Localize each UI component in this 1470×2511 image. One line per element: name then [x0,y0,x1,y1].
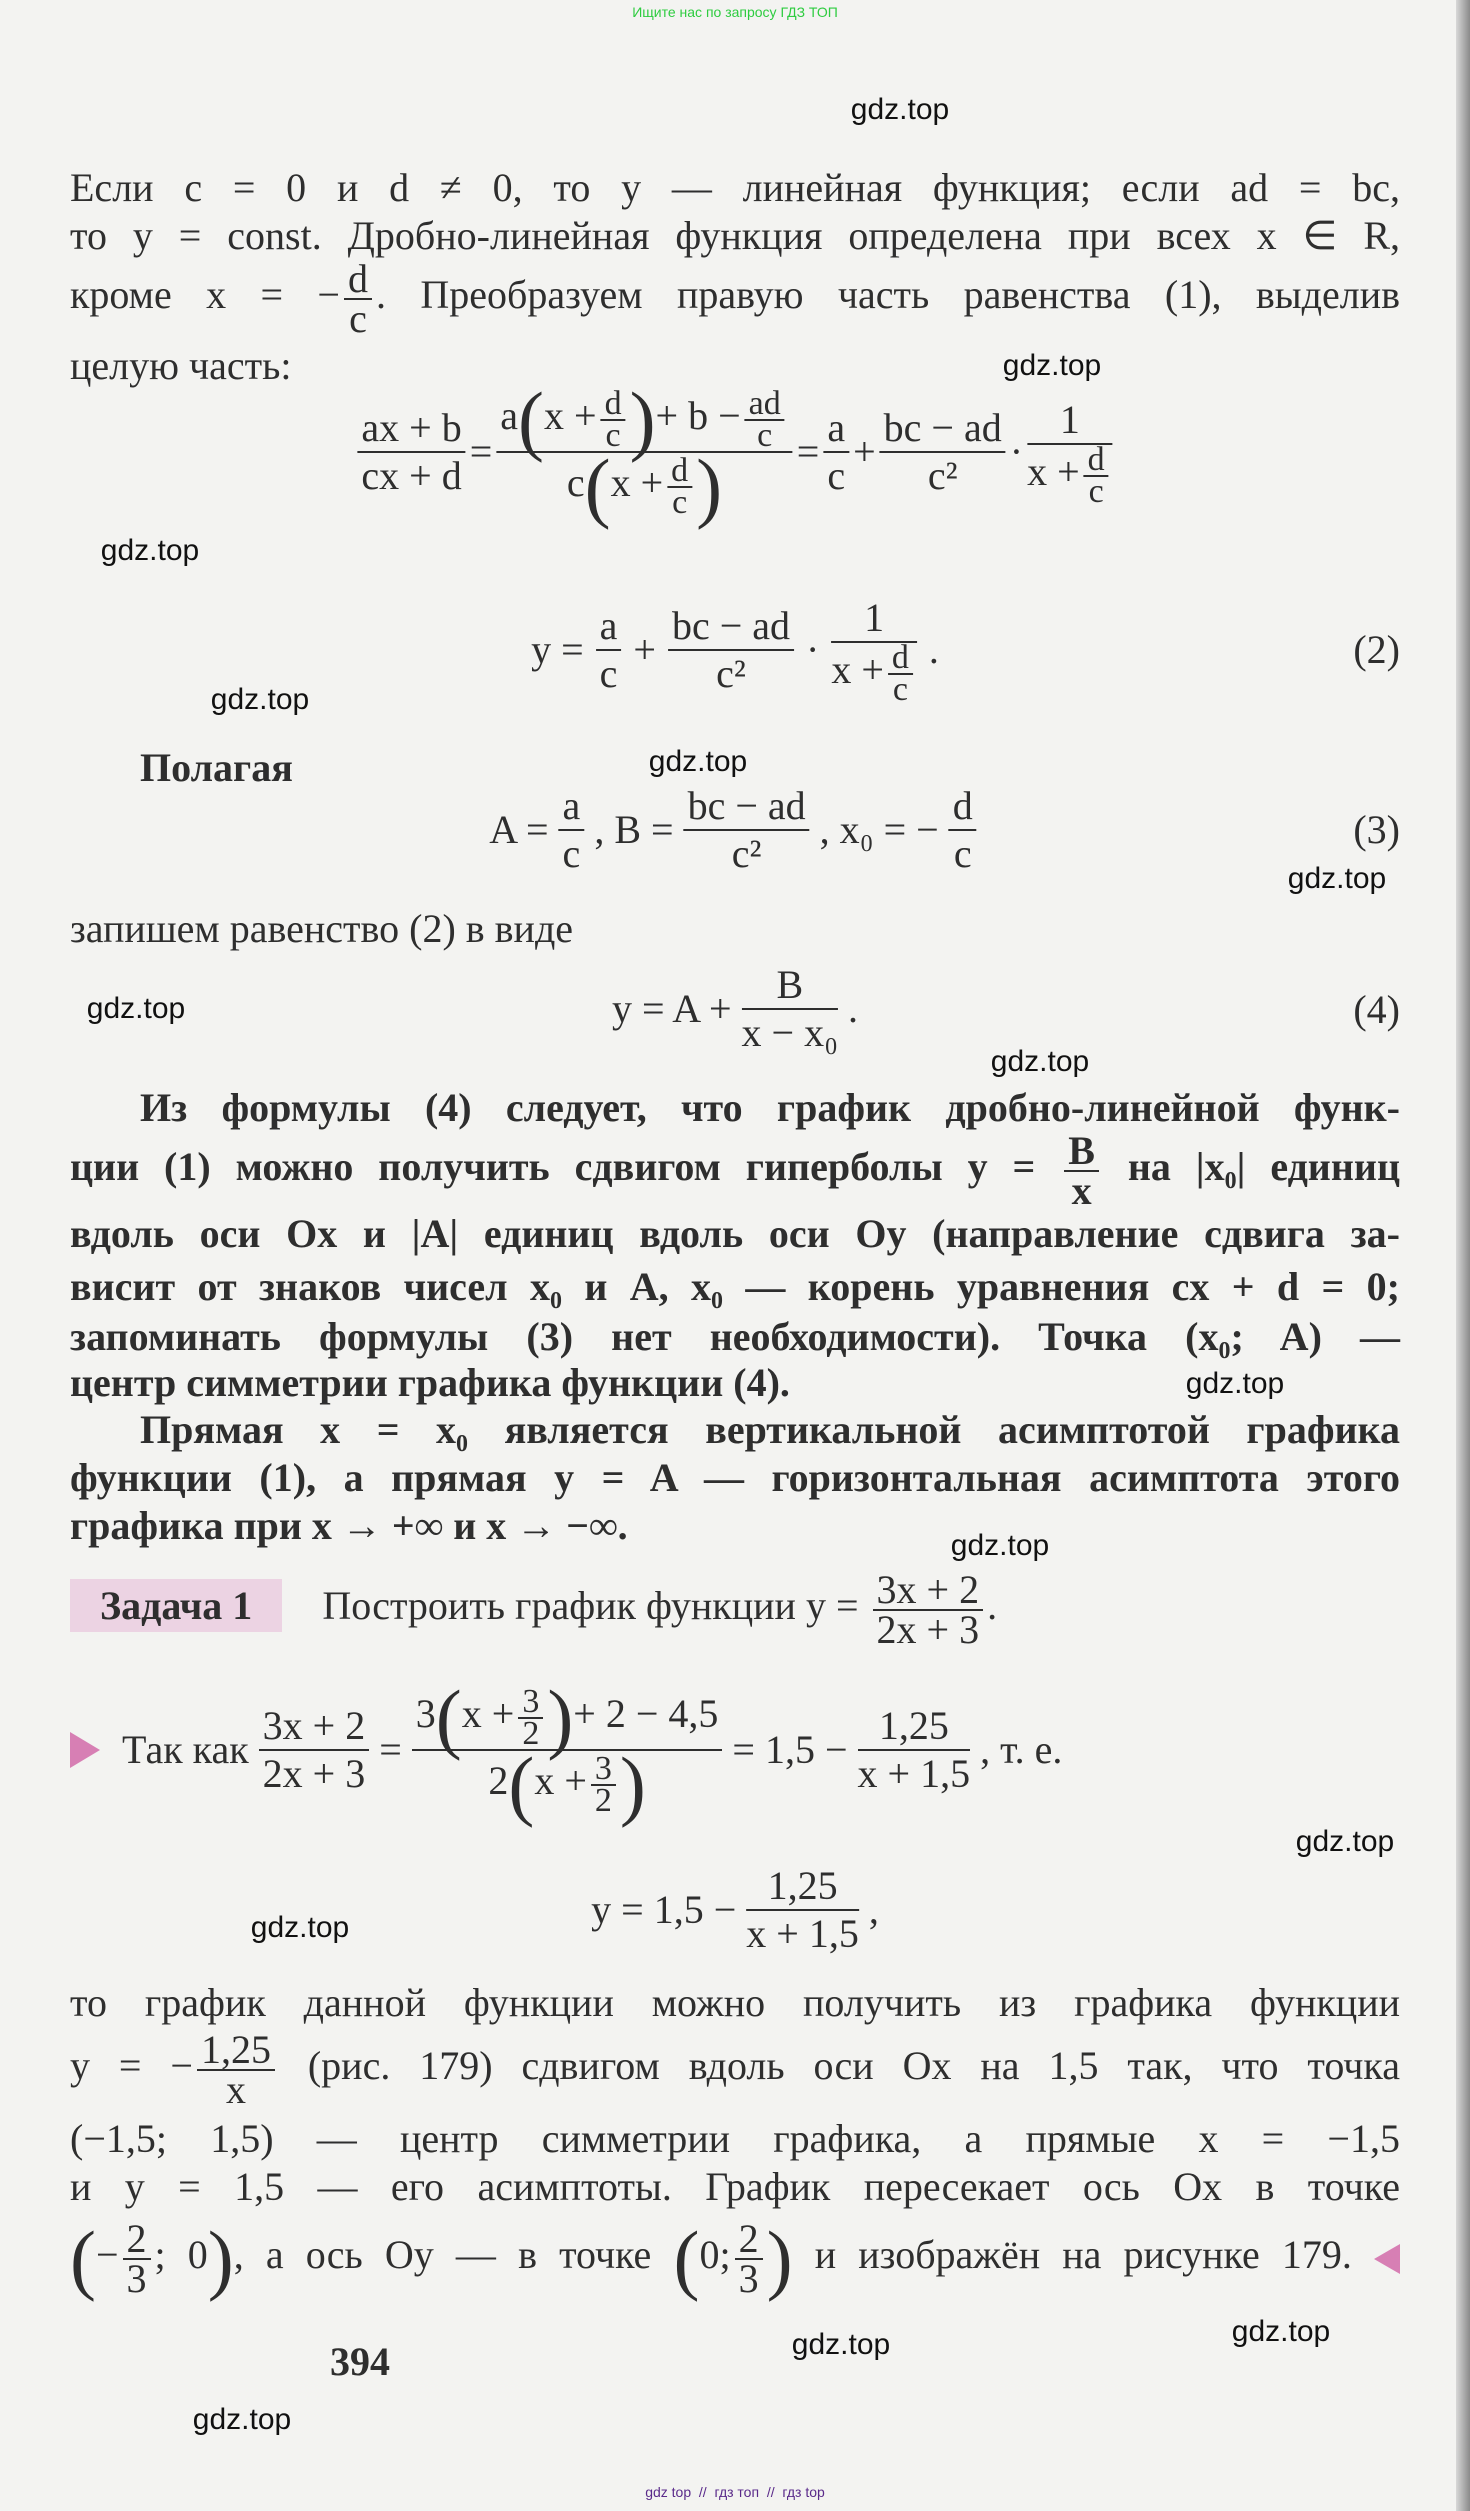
text-line: функции (1), а прямая y = A — горизонтальная асимптота этого [70,1455,1400,1500]
numerator: d [667,456,692,488]
equation-4 [612,964,858,1054]
equation-number: (3) [1353,807,1400,852]
text-line: целую часть: [70,343,292,388]
numerator: ad [745,389,785,421]
t: на |x₀| единиц [1127,1144,1400,1189]
numerator: d [949,783,977,831]
denominator: c [953,831,972,876]
denominator: cx + d [361,453,462,498]
text-line [70,2026,1401,2112]
t: x + [1027,449,1080,495]
numerator: 3x + 2 [873,1571,984,1611]
denominator: c(x + $\frac{d}{c}$ ) [566,442,723,530]
watermark: gdz.top [1287,862,1387,895]
numerator: d [1084,445,1109,477]
dot: · [806,627,820,672]
denominator: c [599,651,618,696]
fraction [873,1566,984,1652]
task-label: Задача 1 [70,1579,282,1632]
equation-1 [353,376,1116,530]
fraction [197,2026,275,2112]
denominator: c [827,453,846,498]
equation-3 [489,785,980,875]
t: x + [461,1691,515,1737]
fraction [412,1674,723,1828]
equation-2 [531,590,939,710]
fraction [823,405,849,499]
denominator: x + 1,5 [857,1751,971,1796]
t: + b − [655,393,741,439]
numerator: 2 [735,2220,763,2260]
plus: + [853,429,876,474]
numerator: 3 [518,1687,543,1719]
solution-end-marker-icon [1374,2244,1400,2274]
fraction [831,595,917,708]
t: x + [831,647,884,693]
denominator: x [225,2066,246,2112]
fraction [684,783,810,877]
fraction [949,783,977,877]
text: кроме x = − [70,272,340,317]
numerator: 1,25 [858,1703,971,1751]
equation-number: (4) [1353,987,1400,1032]
t: и изображён на рисунке 179. [814,2232,1352,2277]
fraction [880,405,1006,499]
denominator [1027,441,1113,510]
watermark: gdz.top [791,2328,891,2361]
fraction [518,1683,543,1752]
fraction [357,405,465,499]
numerator: bc − ad [880,405,1006,453]
top-banner: Ищите нас по запросу ГДЗ ТОП [632,4,838,20]
t: + 2 − 4,5 [573,1691,719,1737]
equation-5 [591,1865,879,1955]
t: 0; [699,2232,731,2277]
text-line [70,1127,1400,1213]
watermark: gdz.top [648,745,748,778]
fraction [667,451,692,521]
numerator: 1,25 [197,2031,275,2071]
watermark: gdz.top [192,2403,292,2436]
denominator [831,639,917,708]
watermark: gdz.top [990,1045,1090,1078]
numerator: d [344,260,372,300]
t: , x₀ = − [819,807,939,852]
denominator: x − x₀ [741,1010,839,1055]
denominator: c² [927,453,958,498]
watermark: gdz.top [210,683,310,716]
fraction [559,783,585,877]
text-line: (−1,5; 1,5) — центр симметрии графика, а прямые x = −1,5 [70,2116,1400,2161]
fraction [668,603,794,697]
t: , а ось Oy — в точке [233,2232,652,2277]
numerator: 1,25 [746,1863,859,1911]
t: (рис. 179) сдвигом вдоль оси Ox на 1,5 так, что точка [307,2043,1401,2088]
watermark: gdz.top [1295,1825,1395,1858]
fraction [1084,441,1109,510]
watermark: gdz.top [250,1911,350,1944]
t: . [848,986,859,1031]
text-line: Прямая x = x₀ является вертикальной асимптотой графика [140,1407,1400,1452]
fraction [742,962,839,1056]
watermark: gdz.top [86,992,186,1025]
page-number: 394 [330,2339,390,2384]
numerator: a [559,783,585,831]
denominator: c [605,417,621,454]
fraction [259,1703,370,1797]
numerator: bc − ad [668,603,794,651]
t: . [987,1583,998,1628]
t: Так как [122,1727,249,1772]
t: . [928,627,939,672]
t: 2 [488,1758,509,1803]
t: ; 0 [154,2232,208,2277]
text-line: то y = const. Дробно-линейная функция определена при всех x ∈ R, [70,213,1400,258]
fraction [1064,1127,1099,1213]
numerator: B [1064,1132,1099,1172]
denominator: 2x + 3 [262,1751,366,1796]
numerator: 3 [591,1754,616,1786]
text-line: запоминать формулы (3) нет необходимости). Точка (x₀; A) — [70,1314,1400,1359]
denominator: c² [731,831,762,876]
watermark: gdz.top [850,93,950,126]
t: Построить график функции y = [322,1583,859,1628]
watermark: gdz.top [1185,1367,1285,1400]
page-edge-shadow [1456,0,1470,2511]
fraction [888,639,913,708]
t: − [95,2232,119,2277]
t: x + [610,460,664,505]
solution-start-marker-icon [70,1732,100,1768]
t: A = [489,807,549,852]
numerator: 1 [1027,397,1113,445]
text-line: вдоль оси Ox и |A| единиц вдоль оси Oy (направление сдвига за- [70,1211,1400,1256]
t: y = [531,627,584,672]
numerator: ax + b [357,405,465,453]
fraction [591,1749,616,1819]
denominator: 3 [738,2255,759,2301]
equals: = [469,429,493,474]
t: x + [544,393,597,439]
text: . Преобразуем правую часть равенства (1), выделив [375,272,1400,317]
fraction [745,385,785,454]
fraction [596,603,622,697]
fraction [123,2215,151,2301]
denominator: 2 [522,1715,540,1752]
plus: + [633,627,656,672]
text-line [70,255,1400,341]
denominator: x + 1,5 [746,1911,859,1956]
denominator: 2 [594,1781,612,1819]
solution-line [70,1674,1063,1828]
denominator: c [892,671,908,708]
t: x + [534,1758,587,1803]
denominator: 2x + 3 [876,1606,980,1652]
task-heading [100,1566,998,1652]
t: , [868,1887,879,1932]
numerator: a [823,405,849,453]
watermark: gdz.top [950,1529,1050,1562]
fraction [858,1703,971,1797]
numerator: 2 [123,2220,151,2260]
t: = 1,5 − [732,1727,848,1772]
denominator: c [1088,473,1104,510]
numerator: a [596,603,622,651]
fraction [601,385,626,454]
numerator: d [888,643,913,675]
fraction [496,376,793,530]
dot: · [1009,429,1024,474]
numerator: B [742,962,839,1010]
t: a [500,393,519,439]
denominator: 2(x + $\frac{3}{2}$ ) [488,1740,646,1828]
watermark: gdz.top [1002,349,1102,382]
denominator: 3 [126,2255,147,2301]
text-line: (− $\frac{2}{3}$ ; 0), а ось Oy — в точке (0; $\frac{2}{3}$ ) и изображён на рисунке 179. [70,2215,1400,2298]
denominator: c [349,295,367,341]
numerator: 3x + 2 [259,1703,370,1751]
text-line: то график данной функции можно получить из графика функции [70,1980,1400,2025]
t: y = − [70,2043,193,2088]
denominator: x [1071,1167,1092,1213]
t: 3 [415,1691,436,1737]
bottom-banner: gdz top // гдз топ // гдз top [645,2484,825,2500]
equals: = [379,1727,402,1772]
text-line: и y = 1,5 — его асимптоты. График пересекает ось Ox в точке [70,2164,1400,2209]
text-line: Если c = 0 и d ≠ 0, то y — линейная функция; если ad = bc, [70,165,1400,210]
text-line: центр симметрии графика функции (4). [70,1360,790,1405]
equation-number: (2) [1353,627,1400,672]
fraction [735,2215,763,2301]
denominator: c² [716,651,746,696]
text-line: запишем равенство (2) в виде [70,906,574,951]
denominator: c [562,831,581,876]
text-line: Из формулы (4) следует, что график дробно-линейной функ- [140,1085,1400,1130]
denominator: c [757,417,773,454]
watermark: gdz.top [100,534,200,567]
fraction [344,255,372,341]
t: , B = [594,807,674,852]
text-line: висит от знаков чисел x₀ и A, x₀ — корень уравнения cx + d = 0; [70,1264,1400,1309]
numerator: d [601,389,626,421]
watermark: gdz.top [1231,2315,1331,2348]
fraction [746,1863,859,1957]
numerator: 1 [831,595,917,643]
numerator: a(x + $\frac{d}{c}$ )+ b − $\frac{ad}{c}$ [496,386,793,453]
fraction [1027,397,1113,510]
t: y = A + [611,986,732,1031]
text-line: Полагая [140,745,293,790]
t: y = 1,5 − [591,1887,737,1932]
numerator: 3(x + $\frac{3}{2}$ )+ 2 − 4,5 [412,1684,723,1751]
equals: = [796,429,820,474]
t: ции (1) можно получить сдвигом гиперболы y = [70,1144,1036,1189]
t: , т. е. [980,1727,1063,1772]
text-line: графика при x → +∞ и x → −∞. [70,1503,628,1548]
denominator: c [672,483,688,521]
numerator: bc − ad [684,783,810,831]
t: c [566,460,585,505]
